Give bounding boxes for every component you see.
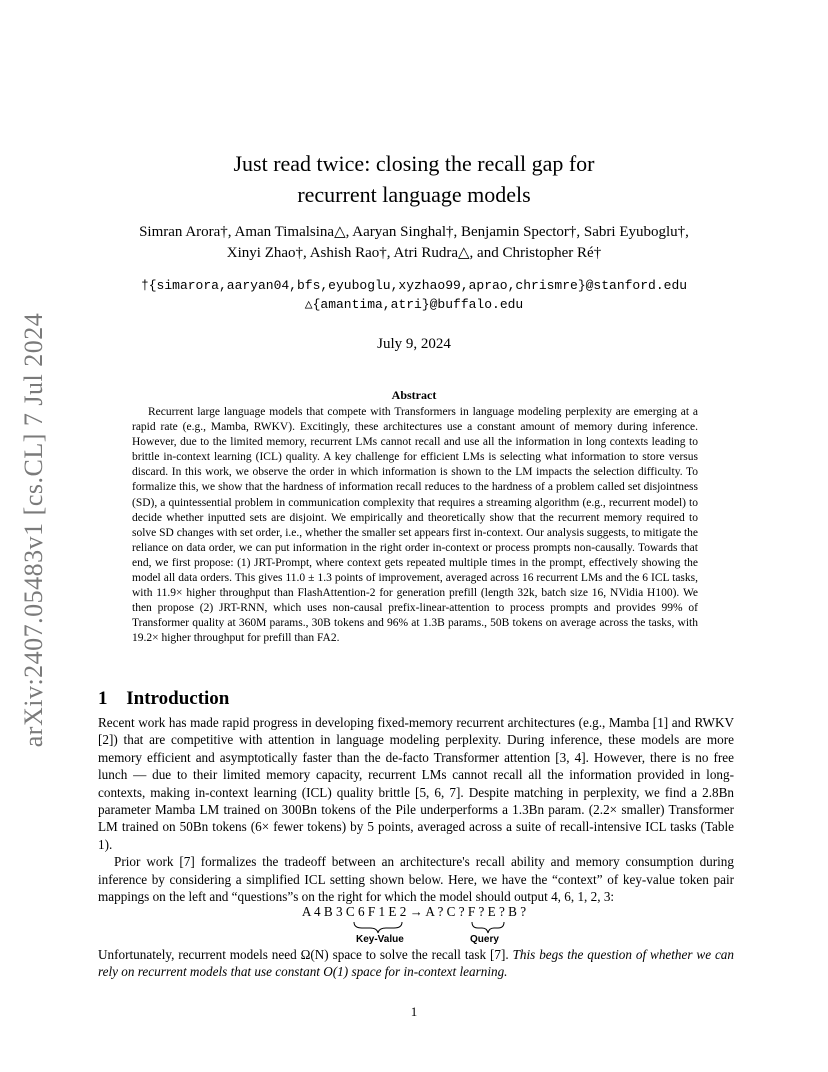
example-braces	[0, 920, 828, 946]
key-value-brace	[354, 922, 402, 933]
paper-date: July 9, 2024	[377, 336, 451, 352]
section-heading	[98, 688, 229, 710]
author-list	[80, 222, 748, 264]
email-line-2: △{amantima,atri}@buffalo.edu	[304, 297, 524, 312]
final-text-italic: This begs the question of whether we can rely on recurrent models that use constant O(1) space for in-context learning.	[98, 947, 734, 980]
intro-paragraph-2: Prior work [7] formalizes the tradeoff between an architecture's recall ability and memory consumption during inference by considering a simplified ICL setting shown below. Here, we have the “context” of key-value token pair mappings on the left and “questions”s on the right for which the model should output 4, 6, 1, 2, 3:	[98, 854, 734, 905]
query-label: Query	[470, 934, 499, 945]
arxiv-identifier: arXiv:2407.05483v1 [cs.CL] 7 Jul 2024	[19, 312, 48, 748]
paper-title	[0, 148, 828, 210]
title-line-2: recurrent language models	[297, 182, 531, 207]
recall-example	[0, 904, 828, 945]
section-number: 1	[98, 688, 108, 709]
query-brace	[472, 922, 504, 933]
final-text-plain: Unfortunately, recurrent models need Ω(N) space to solve the recall task [7].	[98, 947, 513, 962]
author-emails	[0, 276, 828, 314]
arxiv-stamp	[4, 300, 64, 760]
page-number: 1	[410, 1004, 418, 1019]
authors-line-2: Xinyi Zhao†, Ashish Rao†, Atri Rudra△, and Christopher Ré†	[226, 245, 602, 261]
abstract-heading: Abstract	[391, 388, 437, 402]
key-value-label: Key-Value	[356, 934, 404, 945]
introduction-body	[98, 714, 734, 905]
title-line-1: Just read twice: closing the recall gap for	[233, 151, 595, 176]
authors-line-1: Simran Arora†, Aman Timalsina△, Aaryan Singhal†, Benjamin Spector†, Sabri Eyuboglu†,	[139, 224, 689, 240]
section-title: Introduction	[126, 688, 230, 709]
abstract-text: Recurrent large language models that compete with Transformers in language modeling perplexity are emerging at a rapid rate (e.g., Mamba, RWKV). Excitingly, these architectures use a constant amount of memory during inference. However, due to the limited memory, recurrent LMs cannot recall and use all the information in long contexts leading to brittle in-context learning (ICL) quality. A key challenge for efficient LMs is selecting what information to store versus discard. In this work, we observe the order in which information is shown to the LM impacts the selection difficulty. To formalize this, we show that the hardness of information recall reduces to the hardness of a problem called set disjointness (SD), a quintessential problem in communication complexity that requires a streaming algorithm (e.g., recurrent model) to decide whether inputted sets are disjoint. We empirically and theoretically show that the recurrent memory required to solve SD changes with set order, i.e., whether the smaller set appears first in-context. Our analysis suggests, to mitigate the reliance on data order, we can put information in the right order in-context or process prompts non-causally. Towards that end, we first propose: (1) JRT-Prompt, where context gets repeated multiple times in the prompt, effectively showing the model all data orders. This gives 11.0 ± 1.3 points of improvement, averaged across 16 recurrent LMs and the 6 ICL tasks, with 11.9× higher throughput than FlashAttention-2 for generation prefill (length 32k, batch size 16, NVidia H100). We then propose (2) JRT-RNN, which uses non-causal prefix-linear-attention to process prompts and provides 99% of Transformer quality at 360M params., 30B tokens and 96% at 1.3B params., 50B tokens on average across the tasks, with 19.2× higher throughput for prefill than FA2.	[132, 406, 698, 645]
abstract-body	[132, 405, 698, 647]
final-paragraph	[98, 946, 734, 981]
email-line-1: †{simarora,aaryan04,bfs,eyuboglu,xyzhao99,aprao,chrismre}@stanford.edu	[140, 278, 688, 293]
intro-paragraph-1: Recent work has made rapid progress in developing fixed-memory recurrent architectures (e.g., Mamba [1] and RWKV [2]) that are competitive with attention in language modeling perplexity. During inference, these models are more memory efficient and asymptotically faster than the de-facto Transformer attention [3, 4]. However, there is no free lunch — due to their limited memory capacity, recurrent LMs cannot recall all the information provided in long-contexts, making in-context learning (ICL) quality brittle [5, 6, 7]. Despite matching in perplexity, we find a 2.8Bn parameter Mamba LM trained on 300Bn tokens of the Pile underperforms a 1.3Bn param. (2.2× smaller) Transformer LM trained on 50Bn tokens (6× fewer tokens) by 5 points, averaged across a suite of recall-intensive ICL tasks (Table 1).	[98, 715, 734, 852]
final-text	[98, 946, 734, 981]
example-sequence: A 4 B 3 C 6 F 1 E 2 → A ? C ? F ? E ? B ?	[301, 904, 527, 919]
